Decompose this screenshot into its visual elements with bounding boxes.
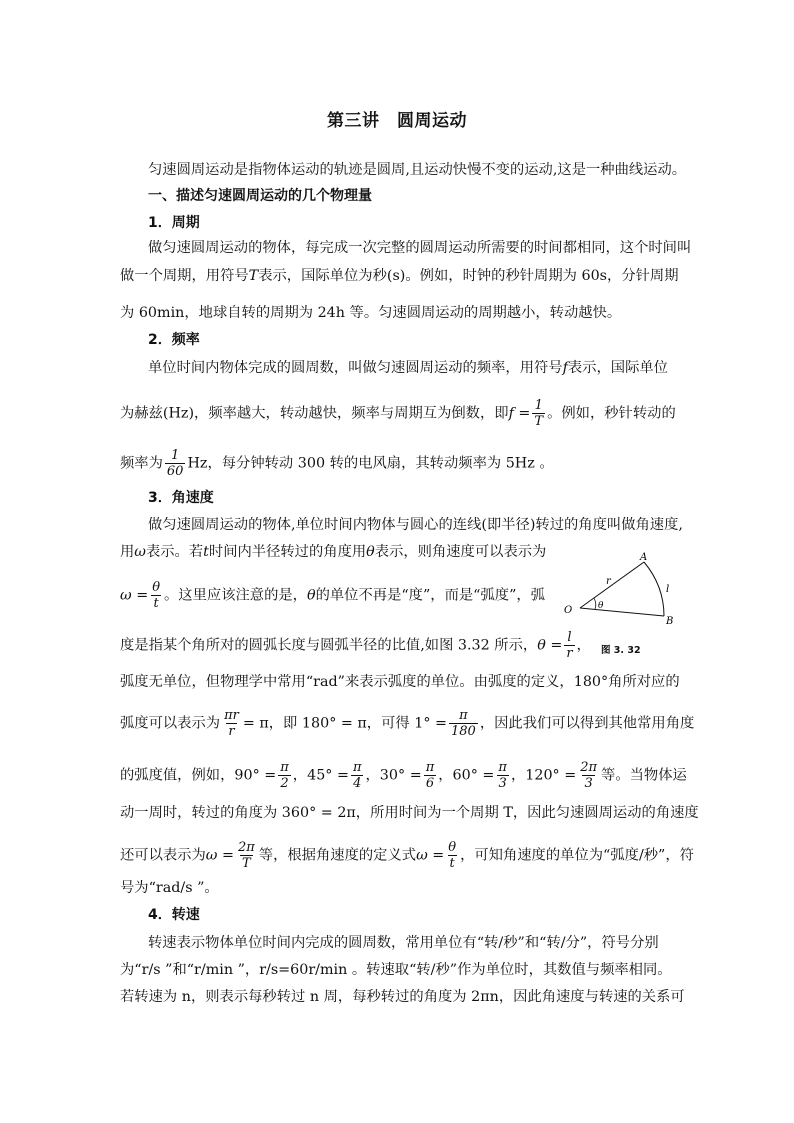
numerator: πr	[224, 708, 239, 723]
numerator: 2π	[580, 760, 598, 775]
denominator: 4	[353, 776, 362, 791]
period-heading: 1．周期	[148, 215, 200, 231]
text: 单位时间内物体完成的圆周数，叫做匀速圆周运动的频率，用符号	[148, 360, 563, 376]
numerator: 1	[171, 448, 180, 463]
angular-line-2	[120, 542, 546, 562]
speed-heading: 4．转速	[148, 907, 200, 923]
denominator: 3	[498, 776, 507, 791]
page-title: 第三讲 圆周运动	[327, 111, 467, 131]
angular-line-10: 号为“rad/s ”。	[120, 880, 219, 896]
fraction	[532, 398, 545, 429]
angular-line-8: 动一周时，转过的角度为 360° = 2π，所用时间为一个周期 T，因此匀速圆周运动的角速度	[120, 805, 699, 821]
period-line-3: 为 60min，地球自转的周期为 24h 等。匀速圆周运动的周期越小，转动越快。	[120, 305, 622, 321]
numerator: l	[567, 630, 572, 645]
text: 等，根据角速度的定义式	[258, 847, 417, 864]
arc-AB	[644, 562, 664, 616]
label-A: A	[640, 552, 648, 563]
figure-caption: 图 3. 32	[601, 645, 641, 656]
formula: f =	[508, 405, 531, 422]
denominator: 3	[584, 776, 593, 791]
text: ，60° =	[438, 767, 495, 784]
text: 表示，则角速度可以表示为	[374, 544, 547, 560]
frequency-line-1	[148, 358, 668, 378]
numerator: θ	[152, 580, 161, 595]
text: = π，即 180° = π，可得 1° =	[242, 715, 448, 732]
speed-line-3: 若转速为 n，则表示每秒转过 n 周，每秒转过的角度为 2πn，因此角速度与转速的关系可	[120, 989, 685, 1005]
angular-line-4	[120, 630, 591, 661]
text: 弧度可以表示为	[120, 715, 221, 732]
symbol-T: T	[248, 268, 259, 284]
formula: θ =	[537, 637, 563, 654]
label-B: B	[666, 616, 674, 627]
denominator: t	[449, 856, 455, 871]
angular-line-7	[120, 760, 687, 791]
label-r: r	[606, 576, 611, 587]
fraction	[222, 708, 241, 739]
radius-OA	[580, 562, 644, 608]
fraction	[278, 760, 291, 791]
label-theta: θ	[598, 601, 604, 611]
text: 的单位不再是“度”，而是“弧度”，弧	[315, 587, 545, 604]
radius-OB	[580, 608, 664, 616]
angular-heading: 3．角速度	[148, 490, 214, 506]
formula: ω =	[205, 847, 234, 864]
text: 。这里应该注意的是，	[164, 587, 307, 604]
frequency-heading: 2．频率	[148, 332, 200, 348]
frequency-line-3	[120, 448, 554, 479]
angular-line-1: 做匀速圆周运动的物体,单位时间内物体与圆心的连线(即半径)转过的角度叫做角速度,	[148, 517, 683, 533]
symbol-theta: θ	[366, 544, 375, 560]
text: 表示，国际单位为秒(s)。例如，时钟的秒针周期为 60s，分针周期	[258, 268, 679, 284]
numerator: π	[425, 760, 435, 775]
formula: ω =	[416, 847, 445, 864]
text: 时间内半径转过的角度用	[208, 544, 367, 560]
label-O: O	[564, 605, 573, 616]
denominator: 6	[425, 776, 435, 791]
fraction	[424, 760, 437, 791]
text: ，	[576, 637, 591, 654]
text: 用	[120, 544, 135, 560]
text: 还可以表示为	[120, 847, 206, 864]
text: ，30° =	[365, 767, 422, 784]
symbol-omega: ω	[134, 544, 146, 560]
fraction	[165, 448, 186, 479]
denominator: r	[228, 724, 235, 739]
denominator: 180	[451, 724, 476, 739]
angular-line-6	[120, 708, 694, 739]
speed-line-1: 转速表示物体单位时间内完成的圆周数，常用单位有“转/秒”和“转/分”，符号分别	[148, 935, 659, 951]
denominator: r	[566, 646, 573, 661]
text: 做一个周期，用符号	[120, 268, 249, 284]
numerator: θ	[448, 840, 457, 855]
angular-line-5: 弧度无单位，但物理学中常用“rad”来表示弧度的单位。由弧度的定义，180°角所对应的	[120, 674, 680, 690]
denominator: 2	[280, 776, 289, 791]
angular-line-3	[120, 580, 545, 611]
text: 。例如，秒针转动的	[547, 405, 676, 422]
formula: ω =	[120, 587, 149, 604]
numerator: π	[498, 760, 507, 775]
numerator: π	[280, 760, 289, 775]
period-line-1: 做匀速圆周运动的物体，每完成一次完整的圆周运动所需要的时间都相同，这个时间叫	[148, 240, 692, 256]
text: 等。当物体运	[601, 767, 687, 784]
denominator: t	[153, 596, 159, 611]
angular-line-9	[120, 840, 694, 871]
period-line-2	[120, 266, 679, 286]
denominator: T	[242, 856, 251, 871]
text: 表示，国际单位	[567, 360, 668, 376]
denominator: T	[534, 414, 544, 429]
text: Hz，每分钟转动 300 转的电风扇，其转动频率为 5Hz 。	[187, 455, 554, 472]
symbol-t: t	[203, 544, 209, 560]
fraction	[449, 708, 478, 739]
text: ，可知角速度的单位为“弧度/秒”，符	[460, 847, 694, 864]
angle-mark	[594, 598, 596, 609]
text: 为赫兹(Hz)，频率越大，转动越快，频率与周期互为倒数，即	[120, 405, 509, 422]
speed-line-2: 为“r/s ”和“r/min ”，r/s=60r/min 。转速取“转/秒”作为单位时，其数值与频率相同。	[120, 962, 672, 978]
fraction	[446, 840, 458, 871]
text: 频率为	[120, 455, 163, 472]
text: ，120° =	[510, 767, 577, 784]
fraction	[351, 760, 364, 791]
intro-paragraph: 匀速圆周运动是指物体运动的轨迹是圆周,且运动快慢不变的运动,这是一种曲线运动。	[148, 162, 687, 178]
text: ，因此我们可以得到其他常用角度	[479, 715, 695, 732]
text: 表示。若	[145, 544, 204, 560]
denominator: 60	[166, 464, 184, 479]
section-heading: 一、描述匀速圆周运动的几个物理量	[148, 188, 372, 204]
numerator: π	[459, 708, 468, 723]
numerator: 1	[534, 398, 543, 413]
fraction	[578, 760, 599, 791]
symbol-f: f	[562, 360, 568, 376]
label-l: l	[666, 584, 670, 595]
frequency-line-2	[120, 398, 676, 429]
numerator: 2π	[237, 840, 255, 855]
fraction	[496, 760, 509, 791]
symbol-theta: θ	[306, 587, 316, 604]
text: ，45° =	[292, 767, 349, 784]
fraction	[236, 840, 257, 871]
text: 度是指某个角所对的圆弧长度与圆弧半径的比值,如图 3.32 所示，	[120, 637, 538, 654]
fraction	[150, 580, 162, 611]
text: 的弧度值，例如，90° =	[120, 767, 277, 784]
numerator: π	[352, 760, 362, 775]
